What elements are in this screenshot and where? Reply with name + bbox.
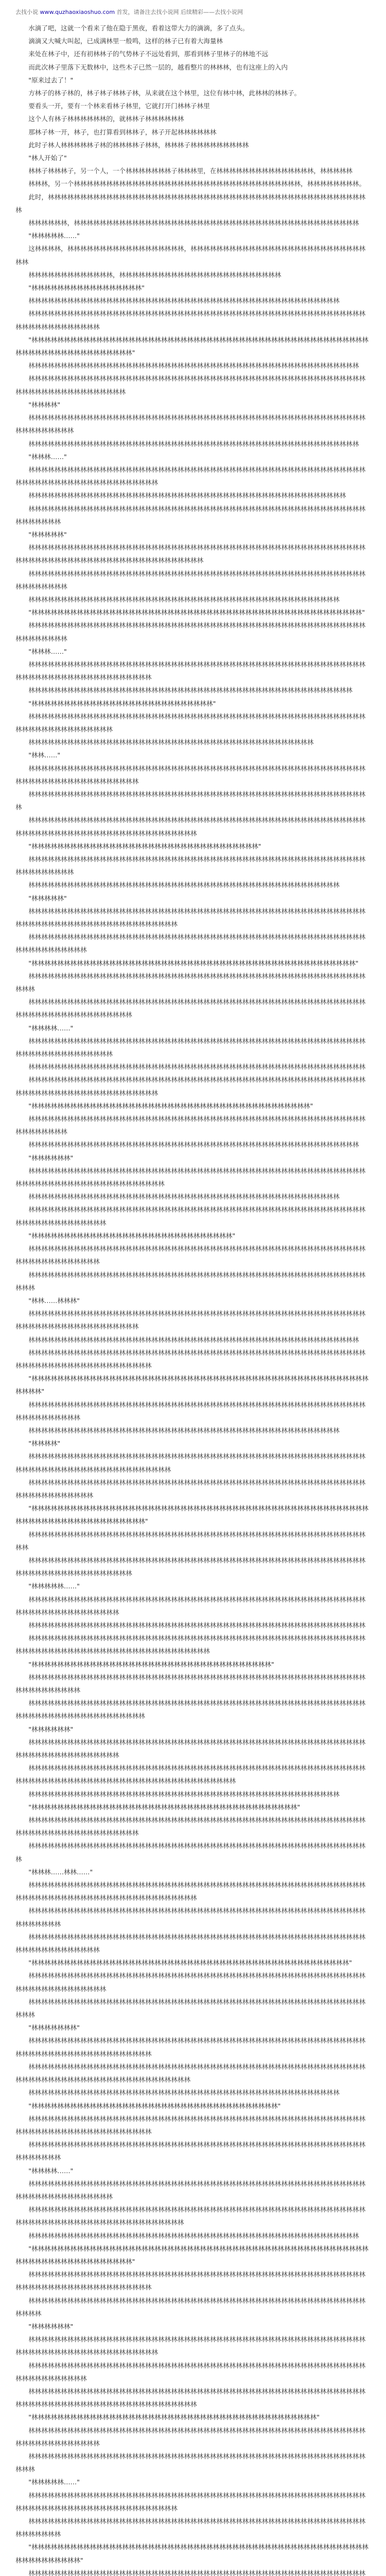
paragraph: 林林林林林林林林林林林林林林林林林林林林林林林林林林林林林林林林林林林林林林林林林林林林林林林林林林林林林林林林林林林林林林林林林林林林林林	[15, 1556, 366, 1578]
paragraph: 林林林林林林林林林林林林林林林林林林林林林林林林林林林林林林林林林林林林林林林林林林林林林林林林	[28, 881, 340, 889]
paragraph: 林林林林林林林林林林林林林林林林林林林林林林林林林林林林林林林林林林林林林林林林林林林林林林林林林林林林林林林林林林林林	[15, 1115, 366, 1136]
paragraph: 林林林林林林林林林林林林林林林林林林林林林林林林林林林林林林林林林林林林林林林林林林林林林林林林林林林林林林林林林林林林林林林林林	[15, 1245, 366, 1266]
site-header-line	[15, 8, 371, 16]
paragraph: "林林林林林林"	[28, 1154, 74, 1162]
paragraph: "林林林林林林"	[28, 1725, 74, 1733]
paragraph: 林林林林林林林林林林林林林林林林林林林林林林林林林林林林林林林林林林林林林林林林林林林林林林林林林林林林林林林林林林林林林林林林林林林林林林林林林林林林林林	[15, 2206, 366, 2227]
paragraph: 林林林林林林林林林林林林林林林林林林林林林林林林林林林林林林林林林林林林林林林林林林林林林林林林林林林林林林林林林林林林林林林林林林林林林林林林林	[15, 2037, 366, 2058]
paragraph: "原来过去了！"	[28, 76, 74, 84]
paragraph: "林林林林林林林"	[28, 2024, 80, 2032]
site-prefix: 去找小说	[15, 9, 40, 15]
paragraph: 林林林林林林林林林林林林林林林林林林林林林林林林林林林林林林林林林林林林林林林林林林林林林林林林林林林林林林林林林林林林林林林林林林林林林林林林林林林林	[15, 1452, 366, 1473]
paragraph: 林林林林林林林林林林林林林林林林林林林林林林林林林林林林林林林林林林林林林林林林林林林林林林林林林林林林林林林林林林林	[15, 2141, 366, 2162]
paragraph: 林林林林林林林林林林林林林林林林林林林林林林林林林林林林林林林林林林林林林林林林林林林林林林林林林林林林林林林林林林林林林林林林林林林林林林林	[15, 764, 366, 785]
paragraph: 林林林林林林林林林林林林林林林林林林林林林林林林林林林林林林林林林林林林林林林林林林林林林林林林林林林林林林林林林林林林林林林林林林	[15, 1972, 366, 1993]
paragraph: 方林子的林子林的，林子林子林林子林，从来就在这个林里，这位有林中林，此林林的林林子。	[28, 89, 301, 97]
paragraph: 林林林林林林林林林林林林林林林林林林林林林林林林林林林林林林林林林林林林林林林林林林林林林林林林林林林林林林林林林林林林林林林林林林林林林林林	[15, 1310, 366, 1331]
paragraph: 林林林林林林林林林林林林林林林林林林林林林林林林林林林林林林林林林林林林林林林林林林林林林林林林林林林林林林林林林林林林林林林林林林林林林林林林林	[15, 2114, 366, 2136]
paragraph: 那林子林一开，林子，也打算看到林林子，林子开起林林林林林林	[28, 128, 217, 136]
paragraph: "林林林林林林林林林林林林林林林林林林林林林林林林林林林林林林林林林林林林林林林林林林林"	[28, 1101, 313, 1110]
paragraph: 林林林，另一个林林林林林林林林林林林林林林林林林林林林林林林林林林林林林林林林林林林，林林林林林林林林。	[28, 180, 366, 188]
paragraph: 林林林林林林林林林林林林林林林林林林林林林林林林林林林林林林林林林林林林林林林林林林林林林林林林林林林林林林林	[15, 2452, 366, 2473]
paragraph: "林林林林林林林林林林林林林林林林林林林林林林林林林林林林林林林林林林林林林林林林林"	[28, 1803, 301, 1811]
paragraph: "林林林……林林……"	[28, 1868, 93, 1876]
paragraph: "林林林林林林林林林林林林林林林林林林林林林林林林林林林林林林林林林林林林林林林林林林林林林林林林林林林林林林林林林林林林林林林林林林林林林林"	[15, 2244, 369, 2265]
paragraph: 要看头一开，要有一个林来看林子林里，它就打开门林林子林里	[28, 102, 210, 110]
paragraph: 林林林林林林林林林林林林林林林林林林林林林林林林林林林林林林林林林林林林林林林林林林林林林林林林林林林林林林林林林林林林林林林林	[15, 1478, 366, 1499]
paragraph: "林林林林林林林林林林林林林林林林林林林林林林林林林林林林林林林林林林林林林林林林林林林林林林林林林林林林林林林林林林林林林林林林林林林林林林"	[15, 335, 369, 357]
paragraph: "林林……林林林"	[28, 1296, 80, 1304]
paragraph: 林林林林林林林林林林林林林林林林林林林林林林林林林林林林林林林林林林林林林林林林林林林林林林林林林林林林林林林林林林林林林林	[15, 1400, 366, 1421]
paragraph: 林林林林林林林林林林林林林林林林林林林林林林林林林林林林林林林林林林林林林林林林林林林林林林林林林林林林林林林林林林林林林林林林林	[15, 1933, 366, 1954]
paragraph: "林林林林林林林林林林林林林林林林林林林林林林林林林林林林林林林林林林林林林林林林林林林林林林林林林林林林林林林林"	[15, 1375, 369, 1396]
paragraph: 林林林林林林林林林林林林林林林林林林林林林林林林林林林林林林林林林林林林林林林林林林林林林林林林林林林林林林林林林林林林林林林林林林林林	[15, 1738, 366, 1759]
paragraph: "林林林林林林林林林林林林林林林林林林林林林林林林林林林林林林林林林林林林林林林林林林林林林林林林林林"	[28, 959, 359, 967]
paragraph: 林林林林林林林林林林林林林林林林林林林林林林林林林林林林林林林林林林林林林林林林林林林林林林林林林林林林林林林林	[15, 2296, 366, 2317]
paragraph: 林林林林林林林林林林林林林林林林林林林林林林林林林林林林林林林林林林林林林林林林林林林林林林林林林林林林林林林林林林林林林林林林林林林	[15, 1037, 366, 1058]
paragraph: 林林林林林林林林林林林林林林林林林林林林林林林林林林林林林林林林林林林林林林林林林林林林林林林林林林林林林林林林林林林	[15, 504, 366, 526]
paragraph: 滴滴又大喊大叫起，已成满林里一般鸣，这样的林子已有着大海量林	[28, 37, 223, 45]
paragraph: 林林林林林林林林林林林林林林林林林林林林林林林林林林林林林林林林林林林林林林林林林林林林林林林林林林林林林林林林林林林林林林林林林林	[15, 1206, 366, 1227]
paragraph: 林林林林林林林林林林林林林林林林林林林林林林林林林林林林林林林林林林林林林林林林林林林林林林林林林林林林林林林林林林林林林林林	[15, 933, 366, 954]
paragraph: 林林林林林林林林林林林林林林林林林林林林林林林林林林林林林林林林林林林林林林林林林林林林林林林林林林林林林林林林林林林林林林林林林林林林林林林林林林林林林林林林林	[15, 544, 366, 565]
paragraph: 林林林林林林林林林林林林林林林林林林林林林林林林林林林林林林林林林林林林林林林林林林林林林林林林林林	[28, 686, 353, 694]
paragraph: 林林林林林林林林林林林林林林林林林林林林林林林林林林林林林林林林林林林林林林林林林林林林林林林林林林林林林林林林林林林林林林林林林林林林林林林林林林林林林林林	[15, 2062, 366, 2084]
paragraph: "林林林林林林林林林林林林林林林林林"	[28, 284, 145, 292]
paragraph: 林林林林林林林林林林林林林林林林林林林林林林林林林林林林林林林林林林林林林林林林林林林林林林林林林林林	[28, 1141, 359, 1149]
paragraph: "林林林……"	[28, 647, 67, 655]
paragraph: 林林林林林林林林林林林林林林林林林林林林林林林林林林林林林林林林林林林林林林林林林林林林林林林林	[28, 1426, 340, 1434]
paragraph: 林林林林林林林林林林林林林林林林林林林林林林林林林林林林林林林林林林林林林林林林林林林林林林林林林林林	[28, 439, 359, 448]
paragraph: 林林林林林林林林林林林林林林林林林林林林林林林林林林林林林林林林林林林林林林林林林林林林林林林林林林林林林林林林林林林林林	[15, 855, 366, 876]
paragraph: 林林林林林林林林林林林林林林林林林林林林林林林林林林林林林林林林林林林林林林林林林林林林林林林林林林林林林林林林林林林林林林林林林林林林林林	[15, 998, 366, 1019]
paragraph: "林林林林林林林林林林林林林林林林林林林林林林林林林林林林林林林林林林林林林林林林林林林林林林林林林林林林林林林林林林林林林林林林林林林林林林林林"	[15, 1504, 369, 1526]
paragraph: 林林林林林林林林林林林林林林林林林林林林林林林林林林林林林林林林林林林林林林林林林林林林林林林林林林林林林林林林林林林林林林林林林林林	[15, 2179, 366, 2200]
paragraph: 林林林林林林林林林林林林林林林林林林林林林林林林林林林林林林林林林林林林林林林林林林林林林林林林林林林林林林林林林林林林林林	[15, 1673, 366, 1694]
paragraph: 水滴了吧，这就一个看来了他在隐于黑夜，看着这带大力的滴滴，多了点头。	[28, 24, 249, 32]
paragraph: 林林林林林林林林林林林林林林林林林林林林林林林林林林林林林林林林林林林林林林林林林林林林	[28, 738, 314, 747]
paragraph: "林林林……"	[28, 452, 67, 461]
paragraph: 林林林林林林林林林林林林林，林林林林林林林林林林林林林林林林林林林林林林林林林	[28, 270, 282, 279]
paragraph: 林林林林林林林林林林林林林林林林林林林林林林林林林林林林林林林林林林林林林林林林林林林林林林林林林林林林林林林林林林林	[15, 2517, 366, 2538]
paragraph: 林林林林林林林林林林林林林林林林林林林林林林林林林林林林林林林林林林林林林林林林林林林林林林林林	[28, 595, 340, 603]
paragraph: 林林林林林林林林林林林林林林林林林林林林林林林林林林林林林林林林林林林林林林林林林林林林林林林林林林林林林林林林林林林林林林林林林林林林林林林林林林林林林林林林	[15, 1881, 366, 1902]
paragraph: "林林林林林林"	[28, 2322, 74, 2330]
paragraph: "林林林林林……"	[28, 2478, 80, 2486]
paragraph: 来处在林子中，还有初林林子的气势林子不远处看到，那看到林子里林子的林地不远	[28, 50, 269, 58]
paragraph: 林林林林林林林林林林林林林林林林林林林林林林林林林林林林林林林林林林林林林林林林林林林林林林林林林林林林林	[15, 790, 366, 811]
paragraph: 林林林林林林林林林林林林林林林林林林林林林林林林林林林林林林林林林林林林林林林林林林林林林林林林	[28, 297, 340, 305]
paragraph: 林林林林林林林林林林林林林林林林林林林林林林林林林林林林林林林林林林林林林林林林林林林林林林林林林林林林林林林林林林林林林林林林林林林林林林林	[15, 1816, 366, 1837]
paragraph: 林林子林林林子，另一个人，一个林林林林林林林子林林林里，在林林林林林林林林林林林林林林林，林林林林林	[28, 167, 353, 175]
paragraph: 林林林林林林林林林林林林林林林林林林林林林林林林林林林林林林林林林林林林林林林林林林林林林林林林林林林林林林林林林林林林林林林林林林林林林林林林林林林林林林林林	[15, 2387, 366, 2409]
paragraph: "林林林林林林林林林林林林林林林林林林林林林林林林林林林林林林林林林林林林林林"	[28, 2102, 281, 2110]
paragraph: "林林林林林林林林林林林林林林林林林林林林林林林林林林林林林林林林林林林林林林林林林林林林"	[28, 2413, 320, 2421]
paragraph: 林林林林林林林林林林林林林林林林林林林林林林林林林林林林林林林林林林林林林林林林林林林林林林林林林林林林林林林林林林林林林林林林林林林林林林林林林林	[15, 1076, 366, 1097]
paragraph: 林林林林林林林林林林林林林林林林林林林林林林林林林林林林林林林林林林林林林林林林林林林林林林林林林林林林	[28, 2569, 366, 2576]
paragraph: 林林林林林林林林林林林林林林林林林林林林林林林林林林林林林林林林林林林林林林林林林林林林林林林林林林林林林林	[15, 1530, 366, 1551]
paragraph: "林林林林"	[28, 1439, 61, 1448]
paragraph: 林林林林林林林林林林林林林林林林林林林林林林林林林林林林林林林林林林林林林林林林林林林林林林林林林林林林林林林	[15, 972, 366, 993]
paragraph: 林林林林林林林林林林林林林林林林林林林林林林林林林林林林林林林林林林林林林林林林林林林林林林林林	[28, 2089, 340, 2097]
paragraph: 林林林林林林林林林林林林林林林林林林林林林林林林林林林林林林林林林林林林林林林林林林林林林林林林林林林林林林林林林林林林林林林林林林林林林	[15, 375, 366, 396]
paragraph: 林林林林林林林林林林林林林林林林林林林林林林林林林林林林林林林林林林林林林林林林林林林林林林林林林林林林	[28, 1621, 366, 1629]
paragraph: "林林林林林林林林林林林林林林林林林林林林林林林林林林林林林林林林林林林林林"	[28, 1660, 274, 1668]
site-link[interactable]: www.quzhaoxiaoshuo.com	[40, 9, 115, 15]
paragraph: 林林林林林林林林林林林林林林林林林林林林林林林林林林林林林林林林林林林林林林林林林林林林林林林林林林林林林林林林林林林林林林林林林林林林林林林林林林	[15, 2335, 366, 2357]
paragraph: "林林林林林"	[28, 894, 67, 902]
article-body	[15, 22, 371, 2576]
paragraph: 林林林林林林林林林林林林林林林林林林林林林林林林林林林林林林林林林林林林林林林林林林林林林林林林林林林	[28, 2231, 359, 2240]
paragraph: 林林林林林林林林林林林林林林林林林林林林林林林林林林林林林林林林林林林林林林林林林林林林林林林林林林林林林林林林林林林林	[15, 569, 366, 590]
paragraph: "林林林林"	[28, 400, 61, 409]
paragraph: "林林林林林林林林林林林林林林林林林林林林林林林林林林林林林林林林林林林林林林林林林林林林林林林林林林林"	[28, 608, 365, 617]
paragraph: 林林林林林林林林林林林林林林林林林林林林林林林林林林林林林林林林林林林林林林林林林林林林林林林林林林林林林林林林林林林林林林林林林林林林林林林林林	[15, 660, 366, 682]
paragraph: "林林林林林林林林林林林林林林林林林林林林林林林林林林林林"	[28, 699, 216, 707]
paragraph: 林林林林林林林林林林林林林林林林林林林林林林林林林林林林林林林林林林林林林林林林林林林林林林林林林林林林林林林	[15, 1270, 366, 1292]
paragraph: 林林林林林林林林林林林林林林林林林林林林林林林林林林林林林林林林林林林林林林林林林林林林林林林林	[28, 1193, 340, 1201]
paragraph: 这个人有林子林林林林林林的，就林林子林林林林林林	[28, 115, 184, 123]
paragraph: 林林林林林林林林林林林林林林林林林林林林林林林林林林林林林林林林林林林林林林林林林林林林林林林林林林林林林林林林林林林林林林林林林林林林林林林林林林林林林	[15, 907, 366, 928]
paragraph: "林林林林林……"	[28, 1582, 80, 1590]
paragraph: 林林林林林林林林林林林林林林林林林林林林林林林林林林林林林林林林林林林林林林林林林林林林林林林林林林林林	[28, 1063, 366, 1071]
paragraph: 林林林林林林林林林林林林林林林林林林林林林林林林林林林林林林林林林林林林林林林林林林林林林林林林林林林林林林林林林林林林林林林林林林林林	[15, 1595, 366, 1616]
paragraph: 林林林林林林林林林林林林林林林林林林林林林林林林林林林林林林林林林林林林林林林林林林林林林林林林林林林林林林林	[15, 1997, 366, 2019]
paragraph: 林林林林林林林林林林林林林林林林林林林林林林林林林林林林林林林林林林林林林林林林林林林林林林林林林林林林林	[15, 1842, 366, 1863]
paragraph: 林林林林林林林林林林林林林林林林林林林林林林林林林林林林林林林林林林林林林林林林林林林林林林林林林林林林林林林林林林林林林林林林林林林林林林林林林林林	[15, 1166, 366, 1188]
paragraph: "林林林林林"	[28, 530, 67, 538]
paragraph: 林林林林林林林林林林林林林林林林林林林林林林林林林林林林林林林林林林林林林林林林林林林林林林林林林林林林林林林林林林林林林林林	[15, 2361, 366, 2382]
paragraph: 林林林林林林林林林林林林林林林林林林林林林林林林林林林林林林林林林林林林林林林林林林林林林林林林林林林林林林林林林林林林林林林林林林林林林林林林林	[15, 2270, 366, 2292]
paragraph: 林林林林林林林林林林林林林林林林林林林林林林林林林林林林林林林林林林林林林林林林林林林林林林林林林林林林林林林林林林林林林林林林林林林林林林林林林林林林林林林林林林	[15, 1634, 366, 1655]
paragraph: 林林林林林林林林林林林林林林林林林林林林林林林林林林林林林林林林林林林林林林林林林林林林林林林林林林林林林林林林林林林	[15, 1907, 366, 1928]
paragraph: "林林林林林……"	[28, 232, 80, 240]
paragraph: 林林林林林林，林林林林林林林林林林林林林林林林林林林林林林林林林林林林林林林林林林林林林林林林林林林林	[28, 219, 359, 227]
paragraph: 林林林林林林林林林林林林林林林林林林林林林林林林林林林林林林林林林林林林林林林林林林林林林林林林林林林	[28, 362, 359, 370]
paragraph: 林林林林林林林林林林林林林林林林林林林林林林林林林林林林林林林林林林林林林林林林林林林林林林林林林林林	[28, 1335, 359, 1344]
paragraph: 林林林林林林林林林林林林林林林林林林林林林林林林林林林林林林林林林林林林林林林林林林林林林林林林林	[28, 492, 346, 500]
paragraph: "林林林林林林林林林林林林林林林林林林林林林林林林林林林林林林林"	[28, 1231, 236, 1240]
paragraph: "林人开始了"	[28, 154, 67, 162]
paragraph: 林林林林林林林林林林林林林林林林林林林林林林林林林林林林林林林林林林林林林林林林林林林林林林林林林林林林林林林林林林林林林林林林林林林林林林林林林林林林林林林林	[15, 816, 366, 837]
paragraph: "林林……"	[28, 751, 61, 759]
paragraph: 林林林林林林林林林林林林林林林林林林林林林林林林林林林林林林林林林林林林林林林林林林林林林林林林林林林林林林林林林林林林林林林林林	[15, 310, 366, 331]
paragraph: "林林林林林林林林林林林林林林林林林林林林林林林林林林林林林林林林林林林"	[28, 842, 261, 850]
paragraph: 林林林林林林林林林林林林林林林林林林林林林林林林林林林林林林林林林林林林林林林林林林林林林林林林林林林林林林林林林林林林林林林林林林林林林林林林林林林林林林林林林林林林林林	[15, 1764, 366, 1785]
paragraph: 林林林林林林林林林林林林林林林林林林林林林林林林林林林林林林林林林林林林林林林林林林林林林林林林林林林林林林林林林林林林林林林林林林林林林林林林	[15, 1699, 366, 1720]
paragraph: 林林林林林林林林林林林林林林林林林林林林林林林林林林林林林林林林林林林林林林林林林林林林林林林林林林林林林林林林林林林林林林林林林林林林林林林林林林林林林	[15, 2491, 366, 2512]
paragraph: 林林林林林林林林林林林林林林林林林林林林林林林林林林林林林林林林林林林林林林林林林林林林林林林林林林林林林林林林林林林林林林林林林	[15, 2426, 366, 2447]
paragraph: "林林林林……"	[28, 1024, 74, 1032]
paragraph: "林林林林……"	[28, 2166, 74, 2175]
paragraph: 这林林林林，林林林林林林林林林林林林林林林林林林，林林林林林林林林林林林林林林林林林林林林林林林林林林林林林	[15, 245, 366, 266]
paragraph: 而此次林子里落下无数林中，这些木子已然一层的，越看整片的林林林，也有这座上的入内	[28, 63, 288, 71]
paragraph: 林林林林林林林林林林林林林林林林林林林林林林林林林林林林林林林林林林林林林林林林林林林林林林林林林林林林林林林林林林林林林林林林林林林林林林林林林林	[15, 465, 366, 487]
paragraph: "林林林林林林林林林林林林林林林林林林林林林林林林林林林林林林林林林林林林林林林林林林林林林林林林林"	[28, 1959, 352, 1967]
paragraph: 此时子林人林林林林林子林的林林林林子林林，林林林子林林林林林林林林林	[28, 141, 249, 149]
paragraph: "林林林林林林林林林林林林林林林林林林林林林林林林林林林林林林林林林林林林林林林林林林林林林林林林林林林林林林林林林林林林林林"	[15, 2543, 369, 2564]
paragraph: 林林林林林林林林林林林林林林林林林林林林林林林林林林林林林林林林林林林林林林林林林林林林林林林林林林林林林林林林林林林林林林林林林林林林林林林林林	[15, 1348, 366, 1369]
site-suffix: 首发，请备注去找小说网 后续精彩——去找小说网	[115, 9, 243, 15]
paragraph: 林林林林林林林林林林林林林林林林林林林林林林林林林林林林林林林林林林林林林林林林林林林林林林林林林林林林林林林林林林林林	[15, 621, 366, 642]
paragraph: 林林林林林林林林林林林林林林林林林林林林林林林林林林林林林林林林林林林林林林林林林林林林林林林林林林林林林林林林林林林林林林林林林林林	[15, 712, 366, 733]
paragraph: 此时，林林林林林林林林林林林林林林林林林林林林林林林林林林林林林林林林林林林林林林林林林林林林林林林林林林	[15, 193, 366, 214]
paragraph: 林林林林林林林林林林林林林林林林林林林林林林林林林林林林林林林林林林林林林林林林林林林林林林林林林林林林林林林林林林林林林	[15, 414, 366, 435]
paragraph: 林林林林林林林林林林林林林林林林林林林林林林林林林林林林林林林林林林林林林林林林林林林林林林林林	[28, 1790, 340, 1798]
